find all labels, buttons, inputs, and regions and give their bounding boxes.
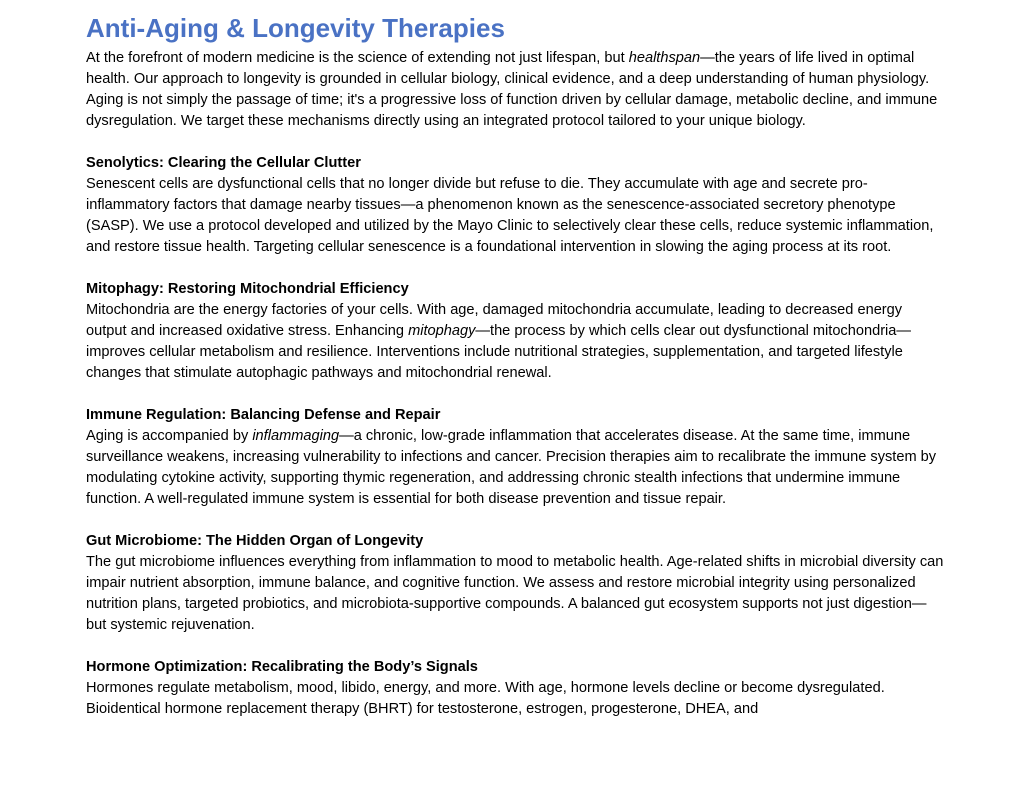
intro-text-1: At the forefront of modern medicine is the science of extending not just lifespan, but: [86, 50, 629, 66]
section-emphasis: inflammaging: [252, 428, 340, 444]
section-body: [86, 678, 946, 720]
document-page: [86, 12, 946, 720]
section-body: [86, 174, 946, 258]
section-heading: Senolytics: Clearing the Cellular Clutter: [86, 155, 361, 171]
section-senolytics: [86, 153, 946, 258]
section-text-1: Mitochondria are the energy factories of your cells. With age, damaged mitochondria accumulate, leading to decreased energy output and increased oxidative stress. Enhancing: [86, 302, 903, 339]
section-text-1: The gut microbiome influences everything from inflammation to mood to metabolic health. Age-related shifts in microbial diversity can impair nutrient absorption, immune balance, and cognitive function. We assess and restore microbial integrity using personalized nutrition plans, targeted probiotics, and microbiota-supportive compounds. A balanced gut ecosystem supports not just digestion—but systemic rejuvenation.: [86, 554, 944, 633]
section-text-2: —the process by which cells clear out dysfunctional mitochondria—improves cellular metabolism and resilience. Interventions include nutritional strategies, supplementation, and targeted lifestyle changes that stimulate autophagic pathways and mitochondrial renewal.: [86, 323, 912, 381]
intro-text-2: —the years of life lived in optimal health. Our approach to longevity is grounded in cellular biology, clinical evidence, and a deep understanding of human physiology. Aging is not simply the passage of time; it's a progressive loss of function driven by cellular damage, metabolic decline, and immune dysregulation. We target these mechanisms directly using an integrated protocol tailored to your unique biology.: [86, 50, 938, 129]
section-text-1: Hormones regulate metabolism, mood, libido, energy, and more. With age, hormone levels decline or become dysregulated. Bioidentical hormone replacement therapy (BHRT) for testosterone, estrogen, progesterone, DHEA, and: [86, 680, 885, 717]
section-body: [86, 300, 946, 384]
section-mitophagy: [86, 279, 946, 384]
section-heading: Gut Microbiome: The Hidden Organ of Longevity: [86, 533, 424, 549]
section-hormone-optimization: [86, 657, 946, 720]
section-text-1: Aging is accompanied by: [86, 428, 253, 444]
intro-paragraph: [86, 48, 946, 132]
intro-emphasis: healthspan: [628, 50, 701, 66]
section-heading: Immune Regulation: Balancing Defense and Repair: [86, 407, 441, 423]
section-immune-regulation: [86, 405, 946, 510]
section-gut-microbiome: [86, 531, 946, 636]
section-body: [86, 552, 946, 636]
section-text-1: Senescent cells are dysfunctional cells that no longer divide but refuse to die. They accumulate with age and secrete pro-inflammatory factors that damage nearby tissues—a phenomenon known as the senescence-associated secretory phenotype (SASP). We use a protocol developed and utilized by the Mayo Clinic to selectively clear these cells, reduce systemic inflammation, and restore tissue health. Targeting cellular senescence is a foundational intervention in slowing the aging process at its root.: [86, 176, 934, 255]
section-emphasis: mitophagy: [408, 323, 476, 339]
document-title: Anti-Aging & Longevity Therapies: [86, 13, 505, 43]
section-heading: Hormone Optimization: Recalibrating the Body’s Signals: [86, 659, 478, 675]
section-heading: Mitophagy: Restoring Mitochondrial Efficiency: [86, 281, 409, 297]
section-body: [86, 426, 946, 510]
section-text-2: —a chronic, low-grade inflammation that accelerates disease. At the same time, immune surveillance weakens, increasing vulnerability to infections and cancer. Precision therapies aim to recalibrate the immune system by modulating cytokine activity, supporting thymic regeneration, and addressing chronic stealth infections that undermine immune function. A well-regulated immune system is essential for both disease prevention and tissue repair.: [86, 428, 937, 507]
